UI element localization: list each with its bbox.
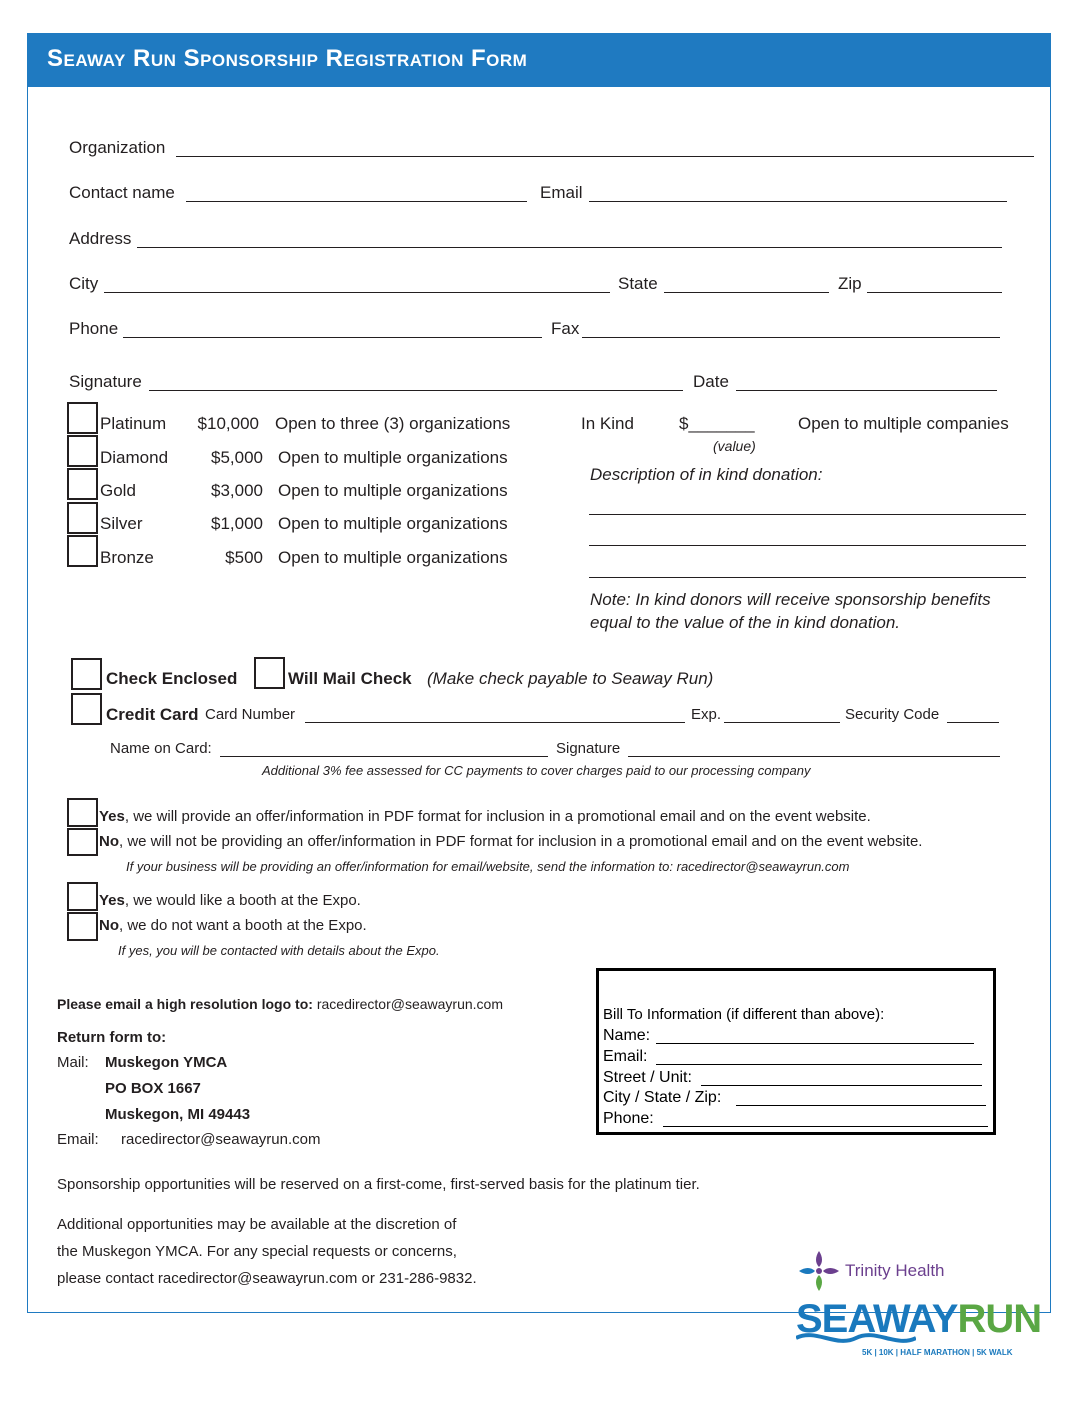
in-kind-description-line-2[interactable] bbox=[589, 545, 1026, 546]
in-kind-description-line-1[interactable] bbox=[589, 514, 1026, 515]
run-logo-text: RUN bbox=[957, 1297, 1042, 1341]
security-code-field[interactable] bbox=[947, 722, 999, 723]
additional-line-3: please contact racedirector@seawayrun.com or 231-286-9832. bbox=[57, 1270, 477, 1287]
silver-checkbox[interactable] bbox=[67, 502, 98, 534]
platinum-checkbox[interactable] bbox=[67, 402, 98, 434]
wave-icon bbox=[796, 1328, 916, 1348]
email-label: Email bbox=[540, 183, 583, 202]
in-kind-note-line2: equal to the value of the in kind donation. bbox=[590, 613, 901, 632]
fax-label: Fax bbox=[551, 319, 580, 338]
email-field[interactable] bbox=[589, 201, 1007, 202]
exp-label: Exp. bbox=[691, 706, 722, 723]
bill-phone-label: Phone: bbox=[603, 1110, 654, 1127]
bronze-checkbox[interactable] bbox=[67, 535, 98, 567]
offer-note: If your business will be providing an offer/information for email/website, send the information to: racedirector@seawayrun.com bbox=[126, 859, 850, 874]
seaway-tagline: 5K | 10K | HALF MARATHON | 5K WALK bbox=[862, 1348, 1013, 1357]
booth-yes-row bbox=[99, 892, 361, 909]
zip-label: Zip bbox=[838, 274, 862, 293]
will-mail-check-label: Will Mail Check bbox=[288, 669, 412, 688]
mail-line-2: PO BOX 1667 bbox=[105, 1080, 201, 1097]
level-desc: Open to multiple organizations bbox=[278, 548, 508, 567]
signature-field[interactable] bbox=[149, 390, 683, 391]
level-name: Gold bbox=[100, 481, 136, 500]
offer-no-bold: No bbox=[99, 833, 119, 850]
fee-note: Additional 3% fee assessed for CC payments to cover charges paid to our processing company bbox=[262, 763, 811, 778]
card-number-field[interactable] bbox=[305, 722, 685, 723]
level-name: Platinum bbox=[100, 414, 167, 433]
contact-name-label: Contact name bbox=[69, 183, 175, 202]
first-come-note: Sponsorship opportunities will be reserved on a first-come, first-served basis for the platinum tier. bbox=[57, 1176, 700, 1193]
date-field[interactable] bbox=[736, 390, 997, 391]
bill-street-field[interactable] bbox=[701, 1085, 982, 1086]
security-code-label: Security Code bbox=[845, 706, 940, 723]
name-on-card-label: Name on Card: bbox=[110, 740, 212, 757]
check-enclosed-checkbox[interactable] bbox=[71, 658, 102, 690]
fax-field[interactable] bbox=[582, 337, 1000, 338]
bill-to-box bbox=[596, 968, 996, 1135]
mail-line-1: Muskegon YMCA bbox=[105, 1054, 228, 1071]
state-field[interactable] bbox=[664, 292, 829, 293]
in-kind-value-field[interactable]: $_______ bbox=[679, 414, 755, 433]
bill-street-label: Street / Unit: bbox=[603, 1069, 692, 1086]
credit-card-label: Credit Card bbox=[106, 705, 199, 724]
in-kind-description-line-3[interactable] bbox=[589, 577, 1026, 578]
level-name: Bronze bbox=[100, 548, 154, 567]
level-amount: $1,000 bbox=[211, 514, 263, 533]
level-amount: $5,000 bbox=[211, 448, 263, 467]
offer-no-row bbox=[99, 833, 922, 850]
cc-signature-field[interactable] bbox=[628, 756, 1000, 757]
return-heading: Return form to: bbox=[57, 1029, 167, 1046]
level-name: Silver bbox=[100, 514, 143, 533]
bill-to-heading: Bill To Information (if different than above): bbox=[603, 1006, 885, 1023]
booth-yes-bold: Yes bbox=[99, 892, 125, 909]
bill-phone-field[interactable] bbox=[663, 1126, 988, 1127]
in-kind-label: In Kind bbox=[581, 414, 634, 433]
offer-yes-checkbox[interactable] bbox=[67, 798, 98, 827]
return-email-label: Email: bbox=[57, 1131, 99, 1148]
logo-request-label: Please email a high resolution logo to: bbox=[57, 996, 313, 1012]
organization-label: Organization bbox=[69, 138, 166, 157]
bill-city-field[interactable] bbox=[736, 1105, 986, 1106]
bill-email-field[interactable] bbox=[656, 1064, 982, 1065]
booth-no-checkbox[interactable] bbox=[67, 912, 98, 941]
gold-checkbox[interactable] bbox=[67, 468, 98, 500]
check-enclosed-label: Check Enclosed bbox=[106, 669, 238, 688]
booth-no-bold: No bbox=[99, 917, 119, 934]
seaway-logo-text: SEAWAY bbox=[796, 1297, 958, 1341]
booth-no-text: , we do not want a booth at the Expo. bbox=[119, 917, 367, 934]
date-label: Date bbox=[693, 372, 729, 391]
offer-yes-bold: Yes bbox=[99, 808, 125, 825]
offer-yes-text: , we will provide an offer/information in PDF format for inclusion in a promotional email and on the event website. bbox=[124, 808, 871, 825]
booth-yes-checkbox[interactable] bbox=[67, 882, 98, 911]
address-label: Address bbox=[69, 229, 132, 248]
level-desc: Open to multiple organizations bbox=[278, 481, 508, 500]
in-kind-description-label: Description of in kind donation: bbox=[590, 465, 823, 484]
bill-name-field[interactable] bbox=[656, 1043, 974, 1044]
bill-city-label: City / State / Zip: bbox=[603, 1089, 722, 1106]
level-desc: Open to multiple organizations bbox=[278, 514, 508, 533]
level-amount: $3,000 bbox=[211, 481, 263, 500]
offer-no-checkbox[interactable] bbox=[67, 828, 98, 856]
mail-line-3: Muskegon, MI 49443 bbox=[105, 1106, 251, 1123]
will-mail-check-checkbox[interactable] bbox=[254, 657, 285, 689]
offer-no-text: , we will not be providing an offer/information in PDF format for inclusion in a promotional email and on the event website. bbox=[119, 833, 923, 850]
trinity-health-logo bbox=[797, 1249, 841, 1293]
phone-label: Phone bbox=[69, 319, 119, 338]
booth-note: If yes, you will be contacted with details about the Expo. bbox=[118, 943, 440, 958]
organization-field[interactable] bbox=[176, 156, 1034, 157]
level-desc: Open to multiple organizations bbox=[278, 448, 508, 467]
trinity-cross-icon bbox=[797, 1249, 841, 1293]
contact-name-field[interactable] bbox=[186, 201, 527, 202]
logo-request bbox=[57, 996, 503, 1012]
bill-email-label: Email: bbox=[603, 1048, 648, 1065]
card-number-label: Card Number bbox=[205, 706, 296, 723]
return-email[interactable]: racedirector@seawayrun.com bbox=[121, 1131, 321, 1148]
logo-request-email[interactable]: racedirector@seawayrun.com bbox=[316, 996, 503, 1012]
address-field[interactable] bbox=[137, 247, 1002, 248]
diamond-checkbox[interactable] bbox=[67, 435, 98, 467]
booth-yes-text: , we would like a booth at the Expo. bbox=[124, 892, 361, 909]
in-kind-desc: Open to multiple companies bbox=[798, 414, 1009, 433]
payable-note: (Make check payable to Seaway Run) bbox=[427, 669, 714, 688]
city-field[interactable] bbox=[104, 292, 610, 293]
zip-field[interactable] bbox=[867, 292, 1002, 293]
state-label: State bbox=[618, 274, 658, 293]
offer-yes-row bbox=[99, 808, 871, 825]
additional-line-2: the Muskegon YMCA. For any special requests or concerns, bbox=[57, 1243, 457, 1260]
form-title: Seaway Run Sponsorship Registration Form bbox=[47, 45, 528, 72]
booth-no-row bbox=[99, 917, 367, 934]
level-name: Diamond bbox=[100, 448, 169, 467]
city-label: City bbox=[69, 274, 99, 293]
level-desc: Open to three (3) organizations bbox=[275, 414, 511, 433]
phone-field[interactable] bbox=[123, 337, 542, 338]
name-on-card-field[interactable] bbox=[220, 756, 548, 757]
trinity-health-text: Trinity Health bbox=[845, 1261, 945, 1280]
in-kind-value-note: (value) bbox=[713, 438, 756, 454]
cc-signature-label: Signature bbox=[556, 740, 621, 757]
bill-name-label: Name: bbox=[603, 1027, 651, 1044]
in-kind-note-line1: Note: In kind donors will receive sponsorship benefits bbox=[590, 590, 991, 609]
level-amount: $10,000 bbox=[197, 414, 259, 433]
signature-label: Signature bbox=[69, 372, 142, 391]
mail-label: Mail: bbox=[57, 1054, 89, 1071]
level-amount: $500 bbox=[225, 548, 263, 567]
additional-line-1: Additional opportunities may be available at the discretion of bbox=[57, 1216, 457, 1233]
exp-field[interactable] bbox=[724, 722, 840, 723]
credit-card-checkbox[interactable] bbox=[71, 693, 102, 725]
form-header bbox=[27, 33, 1051, 87]
